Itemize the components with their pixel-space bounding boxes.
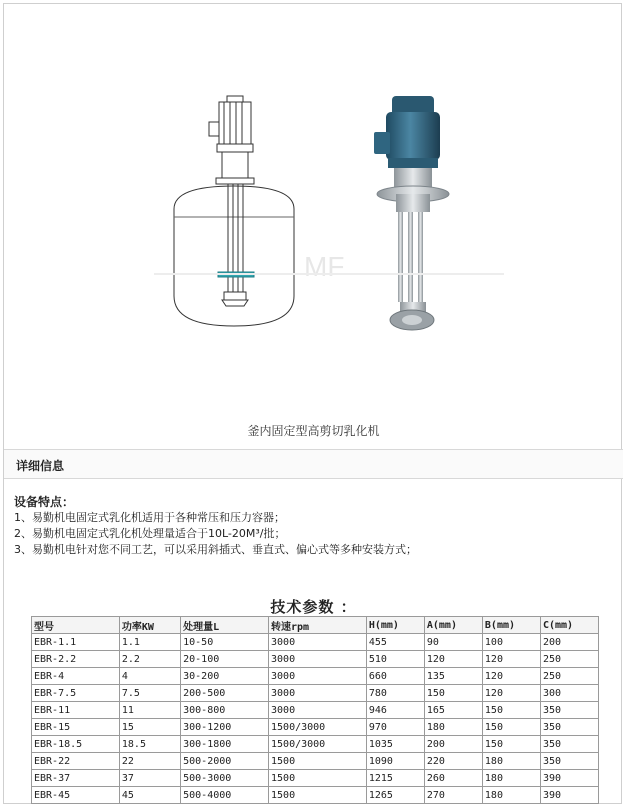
table-cell: EBR-4 [32, 668, 120, 685]
table-cell: 1215 [366, 770, 424, 787]
table-cell: 180 [482, 770, 540, 787]
table-cell: 165 [424, 702, 482, 719]
table-cell: 180 [482, 787, 540, 804]
table-row [32, 668, 599, 685]
column-header: 处理量L [181, 617, 269, 634]
table-cell: 350 [540, 736, 598, 753]
table-cell: 2.2 [119, 651, 180, 668]
table-row [32, 685, 599, 702]
table-cell: 350 [540, 702, 598, 719]
table-cell: 150 [482, 702, 540, 719]
table-row [32, 787, 599, 804]
table-cell: 1500/3000 [269, 736, 367, 753]
table-cell: 300 [540, 685, 598, 702]
table-cell: 3000 [269, 651, 367, 668]
table-row [32, 651, 599, 668]
table-cell: 250 [540, 651, 598, 668]
table-cell: 45 [119, 787, 180, 804]
table-cell: 300-800 [181, 702, 269, 719]
table-cell: EBR-18.5 [32, 736, 120, 753]
table-cell: 500-2000 [181, 753, 269, 770]
table-cell: 135 [424, 668, 482, 685]
table-cell: 390 [540, 787, 598, 804]
feature-item: 2、易勤机电固定式乳化机处理量适合于10L-20M³/批； [14, 527, 286, 540]
column-header: A(mm) [424, 617, 482, 634]
table-cell: 1500/3000 [269, 719, 367, 736]
column-header: H(mm) [366, 617, 424, 634]
table-row [32, 770, 599, 787]
table-cell: 1090 [366, 753, 424, 770]
table-cell: 150 [424, 685, 482, 702]
watermark-text: MF [304, 251, 345, 282]
table-cell: EBR-7.5 [32, 685, 120, 702]
column-header: C(mm) [540, 617, 598, 634]
table-row [32, 753, 599, 770]
table-cell: 350 [540, 753, 598, 770]
table-cell: 946 [366, 702, 424, 719]
table-cell: 7.5 [119, 685, 180, 702]
table-cell: 1500 [269, 770, 367, 787]
table-row [32, 634, 599, 651]
table-cell: 1.1 [119, 634, 180, 651]
table-cell: 20-100 [181, 651, 269, 668]
table-cell: 3000 [269, 668, 367, 685]
table-cell: 120 [424, 651, 482, 668]
details-header [4, 449, 623, 479]
table-cell: 4 [119, 668, 180, 685]
feature-item: 3、易勤机电针对您不同工艺，可以采用斜插式、垂直式、偏心式等多种安装方式； [14, 543, 417, 556]
features-title: 设备特点： [14, 495, 75, 509]
tank-schematic [174, 96, 294, 326]
table-cell: 660 [366, 668, 424, 685]
table-cell: 120 [482, 668, 540, 685]
specs-table [31, 616, 599, 804]
table-row [32, 736, 599, 753]
table-cell: 1035 [366, 736, 424, 753]
table-cell: 3000 [269, 634, 367, 651]
table-cell: 100 [482, 634, 540, 651]
table-cell: 180 [482, 753, 540, 770]
table-cell: 90 [424, 634, 482, 651]
table-cell: 500-4000 [181, 787, 269, 804]
table-cell: 780 [366, 685, 424, 702]
table-cell: 3000 [269, 702, 367, 719]
table-cell: 300-1800 [181, 736, 269, 753]
details-title: 详细信息 [16, 459, 65, 473]
table-cell: 200 [540, 634, 598, 651]
table-cell: 120 [482, 685, 540, 702]
table-cell: 220 [424, 753, 482, 770]
table-cell: EBR-2.2 [32, 651, 120, 668]
table-cell: 11 [119, 702, 180, 719]
table-cell: 15 [119, 719, 180, 736]
features-list [14, 494, 417, 558]
table-cell: EBR-45 [32, 787, 120, 804]
column-header: 转速rpm [269, 617, 367, 634]
table-title: 技术参数 ： [270, 598, 357, 616]
table-cell: 37 [119, 770, 180, 787]
table-cell: EBR-37 [32, 770, 120, 787]
column-header: 功率KW [119, 617, 180, 634]
table-cell: 300-1200 [181, 719, 269, 736]
table-cell: 30-200 [181, 668, 269, 685]
table-cell: 260 [424, 770, 482, 787]
table-cell: EBR-11 [32, 702, 120, 719]
table-cell: 250 [540, 668, 598, 685]
figure-caption: 釜内固定型高剪切乳化机 [247, 424, 380, 438]
table-cell: 1500 [269, 753, 367, 770]
table-cell: 200-500 [181, 685, 269, 702]
table-cell: 270 [424, 787, 482, 804]
feature-item: 1、易勤机电固定式乳化机适用于各种常压和压力容器； [14, 511, 285, 524]
product-panel [3, 3, 622, 804]
table-cell: EBR-22 [32, 753, 120, 770]
table-cell: 200 [424, 736, 482, 753]
table-cell: 350 [540, 719, 598, 736]
table-header-row [32, 617, 599, 634]
table-cell: 455 [366, 634, 424, 651]
table-cell: EBR-1.1 [32, 634, 120, 651]
emulsifier-photo [374, 96, 449, 330]
table-cell: 510 [366, 651, 424, 668]
table-cell: 500-3000 [181, 770, 269, 787]
table-cell: 150 [482, 736, 540, 753]
table-cell: 3000 [269, 685, 367, 702]
table-cell: 150 [482, 719, 540, 736]
table-row [32, 719, 599, 736]
table-cell: 970 [366, 719, 424, 736]
table-cell: 1265 [366, 787, 424, 804]
table-cell: 10-50 [181, 634, 269, 651]
product-figure [4, 4, 623, 444]
column-header: 型号 [32, 617, 120, 634]
table-cell: EBR-15 [32, 719, 120, 736]
table-row [32, 702, 599, 719]
table-cell: 18.5 [119, 736, 180, 753]
table-body [32, 634, 599, 804]
table-cell: 180 [424, 719, 482, 736]
product-illustrations [4, 4, 623, 444]
column-header: B(mm) [482, 617, 540, 634]
table-cell: 390 [540, 770, 598, 787]
table-cell: 120 [482, 651, 540, 668]
table-cell: 22 [119, 753, 180, 770]
table-cell: 1500 [269, 787, 367, 804]
